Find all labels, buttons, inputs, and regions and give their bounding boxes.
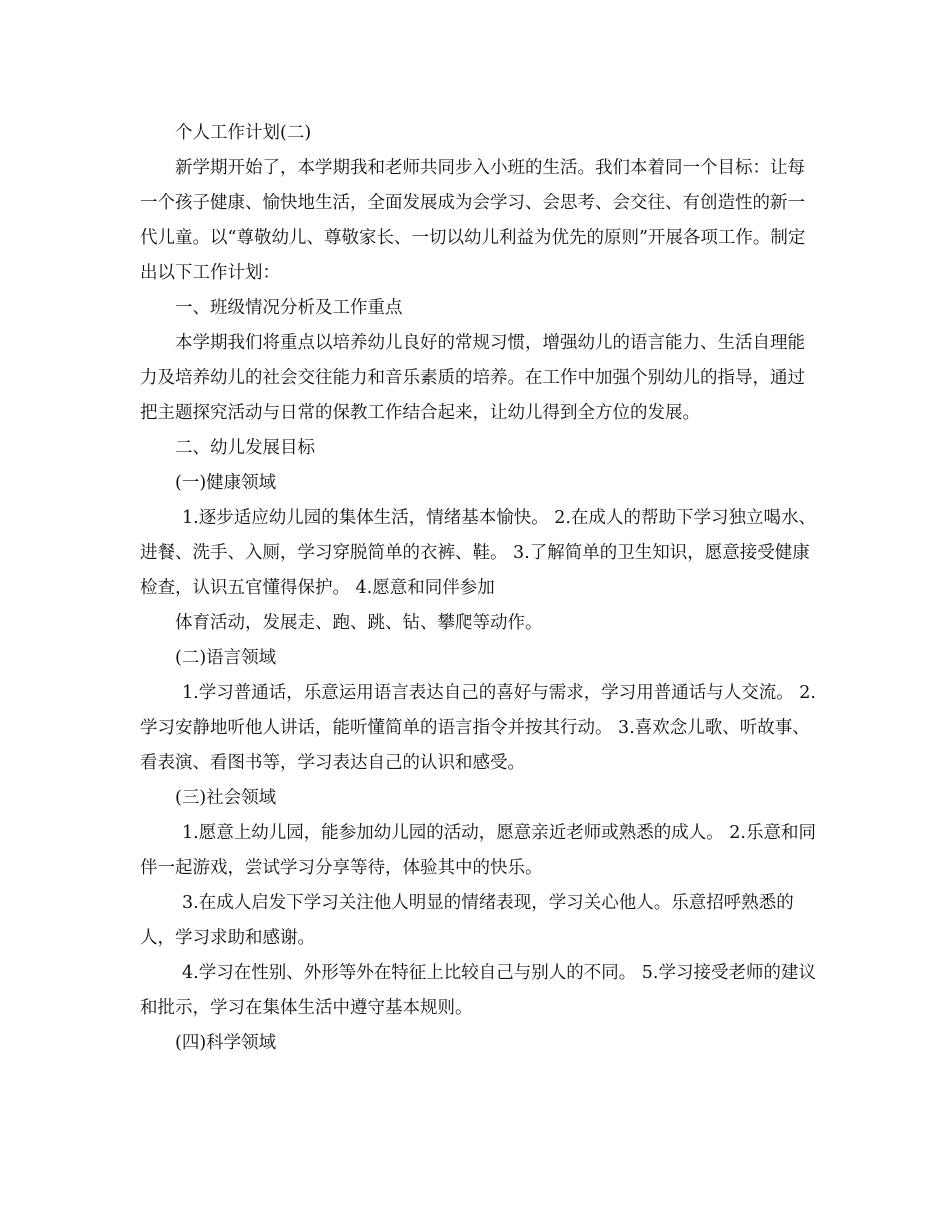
social-goals-paragraph-2: 3.在成人启发下学习关注他人明显的情绪表现，学习关心他人。乐意招呼熟悉的人，学习求助和感谢。	[140, 893, 794, 948]
subheading-social: (三)社会领域	[175, 788, 277, 808]
subheading-language: (二)语言领域	[175, 648, 277, 668]
section-heading-class-analysis: 一、班级情况分析及工作重点	[175, 298, 403, 318]
subheading-health: (一)健康领域	[175, 473, 277, 493]
class-analysis-paragraph: 本学期我们将重点以培养幼儿良好的常规习惯，增强幼儿的语言能力、生活自理能力及培养幼儿的社会交往能力和音乐素质的培养。在工作中加强个别幼儿的指导，通过把主题探究活动与日常的保教工作结合起来，让幼儿得到全方位的发展。	[140, 333, 805, 423]
intro-paragraph: 新学期开始了，本学期我和老师共同步入小班的生活。我们本着同一个目标：让每一个孩子健康、愉快地生活，全面发展成为会学习、会思考、会交往、有创造性的新一代儿童。以“尊敬幼儿、尊敬家长、一切以幼儿利益为优先的原则”开展各项工作。制定出以下工作计划：	[140, 158, 806, 283]
document-body	[140, 116, 820, 1061]
section-heading-development-goals: 二、幼儿发展目标	[175, 438, 315, 458]
social-goals-paragraph-3: 4.学习在性别、外形等外在特征上比较自己与别人的不同。 5.学习接受老师的建议和批示，学习在集体生活中遵守基本规则。	[140, 963, 816, 1018]
health-goals-paragraph: 1.逐步适应幼儿园的集体生活，情绪基本愉快。 2.在成人的帮助下学习独立喝水、进餐、洗手、入厕，学习穿脱简单的衣裤、鞋。 3.了解简单的卫生知识，愿意接受健康检查，认识五官懂得保护。 4.愿意和同伴参加	[140, 508, 816, 598]
language-goals-paragraph: 1.学习普通话，乐意运用语言表达自己的喜好与需求，学习用普通话与人交流。 2.学习安静地听他人讲话，能听懂简单的语言指令并按其行动。 3.喜欢念儿歌、听故事、看表演、看图书等，学习表达自己的认识和感受。	[140, 683, 816, 773]
health-goals-continued: 体育活动，发展走、跑、跳、钻、攀爬等动作。	[175, 613, 543, 633]
social-goals-paragraph-1: 1.愿意上幼儿园，能参加幼儿园的活动，愿意亲近老师或熟悉的成人。 2.乐意和同伴一起游戏，尝试学习分享等待，体验其中的快乐。	[140, 823, 816, 878]
document-title: 个人工作计划(二)	[175, 123, 312, 143]
subheading-science: (四)科学领域	[175, 1033, 277, 1053]
